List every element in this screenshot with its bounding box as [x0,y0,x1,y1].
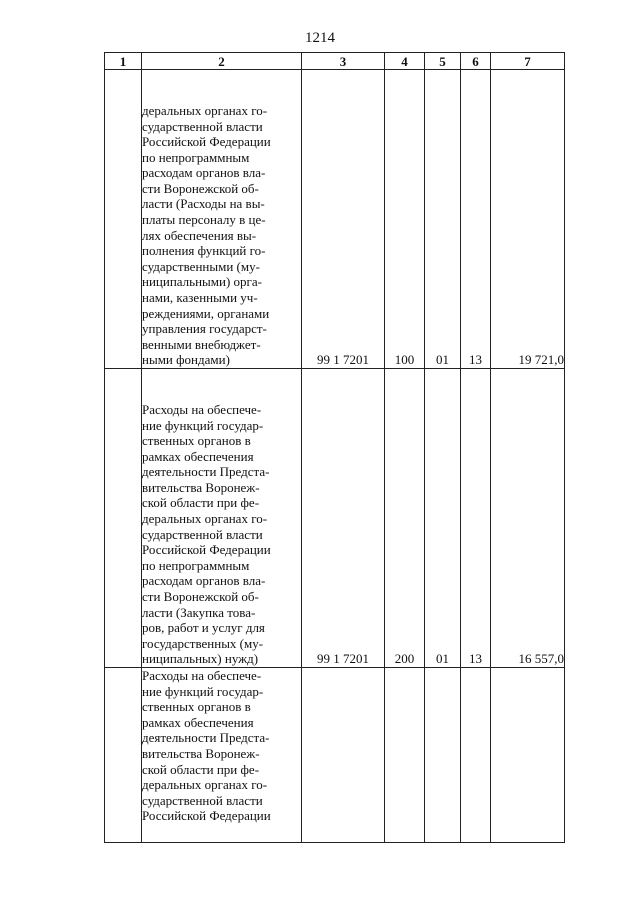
description-line: Российской Федерации [142,134,271,150]
description-line: ными фондами) [142,352,230,368]
header-col-7: 7 [491,53,565,70]
subsection-cell [461,668,491,843]
expense-type-cell: 100 [385,70,425,369]
description-line: по непрограммным [142,149,250,165]
description-line: ниципальных) нужд) [142,651,259,667]
header-col-4: 4 [385,53,425,70]
target-code-cell [302,668,385,843]
description-line: Российской Федерации [142,808,271,824]
description-cell [142,369,302,668]
row-number-cell [105,668,142,843]
description-line: рамках обеспечения [142,448,254,464]
row-number-cell [105,369,142,668]
description-line: сти Воронежской об- [142,589,259,605]
section-cell: 01 [425,369,461,668]
description-line: сти Воронежской об- [142,180,259,196]
header-col-1: 1 [105,53,142,70]
description-line: венными внебюджет- [142,336,261,352]
description-line: сударственной власти [142,526,263,542]
description-line: ской области при фе- [142,761,260,777]
description-line: рамках обеспечения [142,714,254,730]
description-line: реждениями, органами [142,305,270,321]
amount-cell: 19 721,0 [491,70,565,369]
header-col-5: 5 [425,53,461,70]
section-cell [425,668,461,843]
target-code-cell: 99 1 7201 [302,369,385,668]
amount-cell: 16 557,0 [491,369,565,668]
description-line: вительства Воронеж- [142,745,260,761]
description-line: деральных органах го- [142,102,268,118]
description-line: ственных органов в [142,699,251,715]
subsection-cell: 13 [461,70,491,369]
description-line: вительства Воронеж- [142,479,260,495]
description-line: Расходы на обеспече- [142,668,262,683]
description-line: Расходы на обеспече- [142,401,262,417]
budget-table [104,52,565,843]
header-col-6: 6 [461,53,491,70]
description-line: лях обеспечения вы- [142,227,257,243]
description-cell [142,70,302,369]
row-number-cell [105,70,142,369]
description-line: деральных органах го- [142,511,268,527]
header-col-3: 3 [302,53,385,70]
description-line: Российской Федерации [142,542,271,558]
description-line: деятельности Предста- [142,730,270,746]
description-line: ние функций государ- [142,417,264,433]
description-line: ров, работ и услуг для [142,620,265,636]
description-line: ственных органов в [142,433,251,449]
amount-cell [491,668,565,843]
table-row [105,70,565,369]
description-line: ласти (Закупка това- [142,604,256,620]
description-line: государственных (му- [142,635,264,651]
target-code-cell: 99 1 7201 [302,70,385,369]
description-line: расходам органов вла- [142,573,266,589]
description-line: расходам органов вла- [142,165,266,181]
description-line: по непрограммным [142,557,250,573]
table-row [105,369,565,668]
description-line: сударственной власти [142,118,263,134]
description-line: сударственной власти [142,792,263,808]
description-line: платы персоналу в це- [142,212,266,228]
description-line: ние функций государ- [142,683,264,699]
page-number: 1214 [305,30,335,46]
description-line: деральных органах го- [142,777,268,793]
section-cell: 01 [425,70,461,369]
description-cell [142,668,302,843]
description-line: ской области при фе- [142,495,260,511]
table-row [105,668,565,843]
header-col-2: 2 [142,53,302,70]
description-line: ниципальными) орга- [142,274,262,290]
description-line: сударственными (му- [142,258,260,274]
subsection-cell: 13 [461,369,491,668]
description-line: деятельности Предста- [142,464,270,480]
expense-type-cell [385,668,425,843]
table-header-row [105,53,565,70]
description-line: управления государст- [142,321,267,337]
expense-type-cell: 200 [385,369,425,668]
description-line: ласти (Расходы на вы- [142,196,265,212]
description-line: нами, казенными уч- [142,290,258,306]
description-line: полнения функций го- [142,243,266,259]
